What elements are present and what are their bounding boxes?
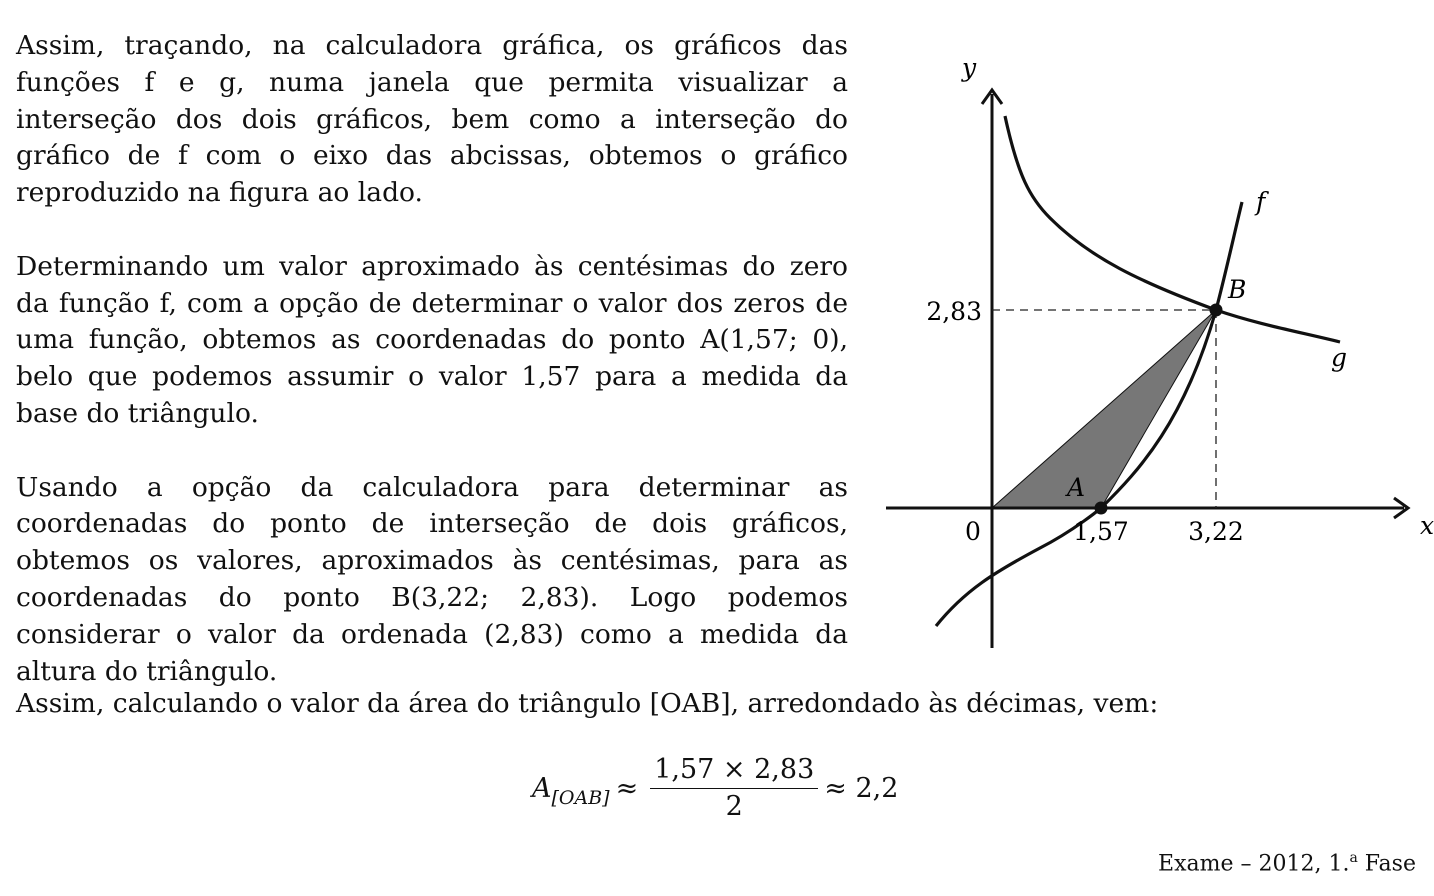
exam-year: Exame – 2012, 1. [1158,851,1350,877]
paragraph-1: Assim, traçando, na calculadora gráfica, os gráficos das funções f e g, numa janela que permita visualizar a interseção dos dois gráficos, bem como a interseção do gráfico de f com o eixo das abcissas, obtemos o gráfico reproduzido na figura ao lado. [16,30,848,209]
point-a-marker [1095,502,1108,515]
point-b-marker [1210,304,1223,317]
tick-label-a-x: 1,57 [1073,517,1129,546]
formula-result: ≈ 2,2 [824,772,899,804]
exam-source [1158,850,1416,876]
formula-lhs: A [532,772,552,804]
point-a-label: A [1067,473,1086,502]
formula-subscript: [OAB] [551,787,610,809]
paragraph-3: Usando a opção da calculadora para determinar as coordenadas do ponto de interseção de dois gráficos, obtemos os valores, aproximados às centésimas, para as coordenadas do ponto B(3,22; 2,83). Logo podemos considerar o valor da ordenada (2,83) como a medida da altura do triângulo. [16,471,848,687]
tick-label-b-x: 3,22 [1188,517,1244,546]
tick-label-b-y: 2,83 [926,297,982,326]
formula-numerator: 1,57 × 2,83 [650,754,818,789]
point-b-label: B [1228,275,1247,304]
exam-ordinal: a [1349,850,1358,866]
function-graph [870,40,1434,660]
x-axis-label: x [1420,511,1434,540]
paragraph-2: Determinando um valor aproximado às centésimas do zero da função f, com a opção de determinar o valor dos zeros de uma função, obtemos as coordenadas do ponto A(1,57; 0), belo que podemos assumir o valor 1,57 para a medida da base do triângulo. [16,250,848,429]
area-formula [532,748,898,828]
formula-fraction [650,754,818,822]
origin-label: 0 [965,517,981,546]
triangle-oab [992,310,1216,508]
conclusion-sentence: Assim, calculando o valor da área do triângulo [OAB], arredondado às décimas, vem: [16,688,1159,719]
y-axis-label: y [962,53,977,82]
curve-g-label: g [1331,343,1348,372]
explanation-text [16,28,848,690]
curve-g [1005,116,1340,342]
formula-approx-sign: ≈ [615,772,639,804]
curve-f-label: f [1256,187,1266,216]
exam-phase: Fase [1357,851,1416,877]
formula-denominator: 2 [725,791,743,822]
curve-f [936,202,1242,626]
